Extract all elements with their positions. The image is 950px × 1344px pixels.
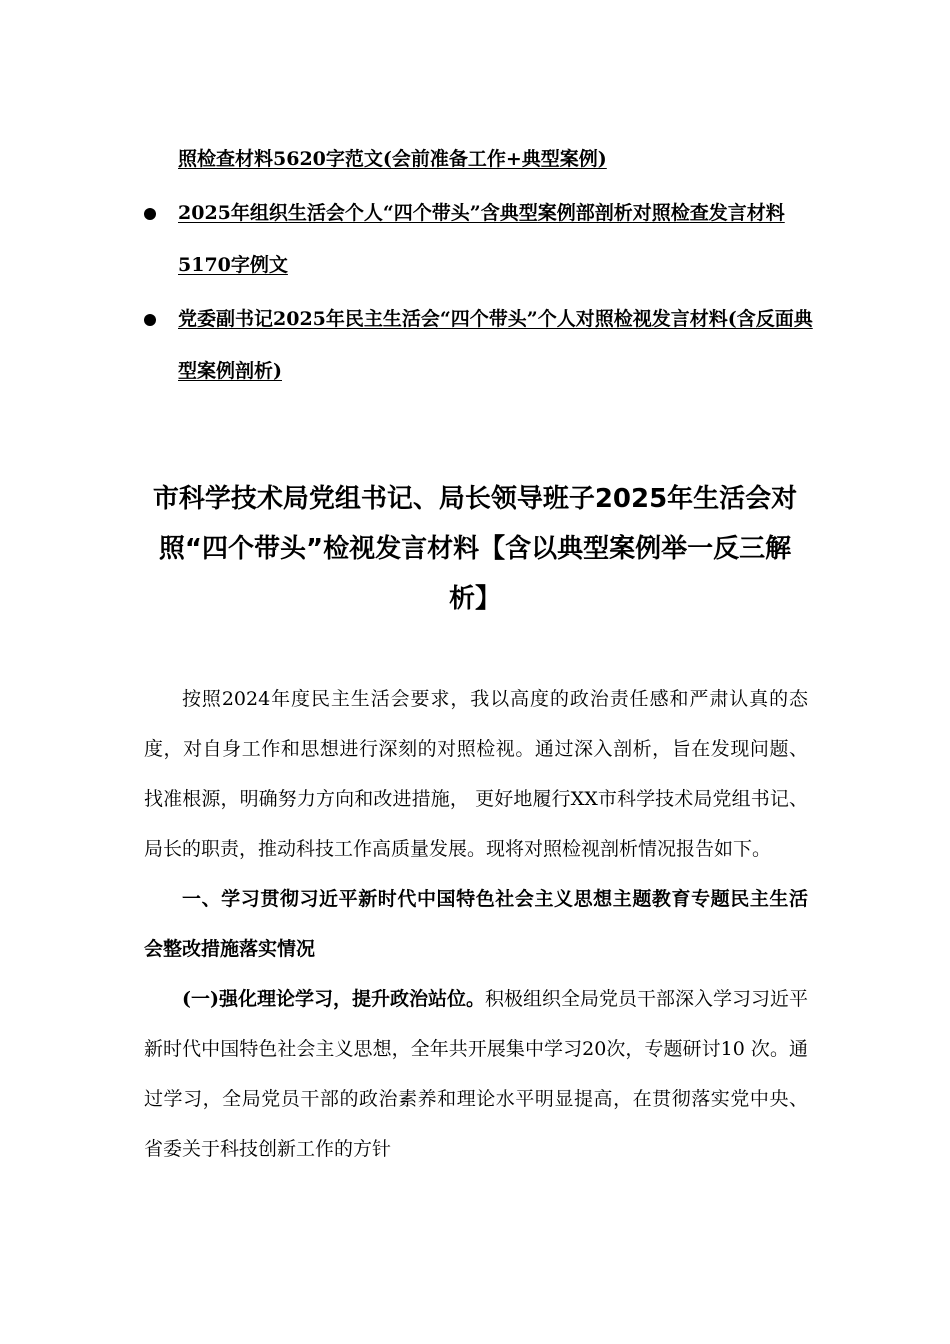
related-link-item[interactable] — [140, 133, 820, 185]
subsection-heading: (一)强化理论学习，提升政治站位。 — [182, 988, 485, 1010]
bullet-dot-icon — [144, 208, 156, 220]
related-link-item[interactable] — [140, 293, 820, 397]
related-link-text[interactable]: 党委副书记2025年民主生活会“四个带头”个人对照检视发言材料(含反面典型案例剖析) — [178, 308, 813, 382]
intro-paragraph: 按照2024年度民主生活会要求，我以高度的政治责任感和严肃认真的态度，对自身工作和思想进行深刻的对照检视。通过深入剖析，旨在发现问题、找准根源，明确努力方向和改进措施， 更好地履行XX市科学技术局党组书记、局长的职责，推动科技工作高质量发展。现将对照检视剖析情况报告如下。 — [144, 688, 808, 860]
section-heading: 一、学习贯彻习近平新时代中国特色社会主义思想主题教育专题民主生活会整改措施落实情况 — [144, 888, 808, 960]
bullet-dot-icon — [144, 314, 156, 326]
related-link-text[interactable]: 照检查材料5620字范文(会前准备工作+典型案例) — [178, 148, 607, 170]
document-body — [144, 674, 808, 1174]
related-links-list — [140, 133, 820, 397]
related-link-item[interactable] — [140, 187, 820, 291]
subsection-text: 积极组织全局党员干部深入学习习近平新时代中国特色社会主义思想，全年共开展集中学习20次，专题研讨10 次。通过学习，全局党员干部的政治素养和理论水平明显提高，在贯彻落实党中央、省委关于科技创新工作的方针 — [144, 988, 808, 1160]
document-title: 市科学技术局党组书记、局长领导班子2025年生活会对照“四个带头”检视发言材料【含以典型案例举一反三解析】 — [152, 484, 798, 614]
related-link-text[interactable]: 2025年组织生活会个人“四个带头”含典型案例部剖析对照检查发言材料5170字例文 — [178, 202, 785, 276]
subsection-paragraph — [144, 974, 808, 1174]
